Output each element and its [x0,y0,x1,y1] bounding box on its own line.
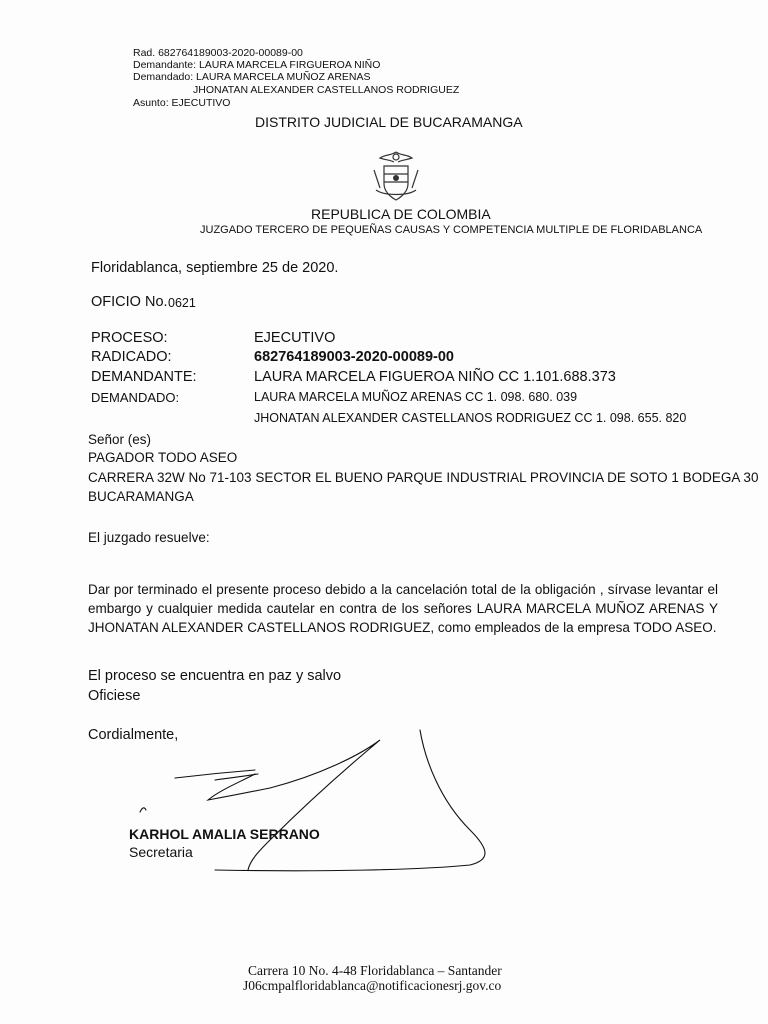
radicado-value: 682764189003-2020-00089-00 [254,349,454,365]
colombia-coat-of-arms-icon [360,148,432,206]
header-demandante: Demandante: LAURA MARCELA FIRGUEROA NIÑO [133,59,381,71]
court-name: JUZGADO TERCERO DE PEQUEÑAS CAUSAS Y COMPETENCIA MULTIPLE DE FLORIDABLANCA [200,224,703,236]
footer-email: J06cmpalfloridablanca@notificacionesrj.gov.co [243,978,502,993]
header-rad: Rad. 682764189003-2020-00089-00 [133,47,303,59]
recipient-address: CARRERA 32W No 71-103 SECTOR EL BUENO PARQUE INDUSTRIAL PROVINCIA DE SOTO 1 BODEGA 30 [88,470,759,485]
oficiese-line: Oficiese [88,688,141,704]
paz-salvo-line: El proceso se encuentra en paz y salvo [88,668,342,684]
recipient-name: PAGADOR TODO ASEO [88,450,238,465]
district-title: DISTRITO JUDICIAL DE BUCARAMANGA [255,114,523,130]
proceso-label: PROCESO: [91,330,168,346]
demandante-value: LAURA MARCELA FIGUEROA NIÑO CC 1.101.688.373 [254,369,616,385]
republic-title: REPUBLICA DE COLOMBIA [311,206,491,222]
resolve-heading: El juzgado resuelve: [88,530,210,545]
resolution-paragraph: Dar por terminado el presente proceso debido a la cancelación total de la obligación , sírvase levantar el embargo y cualquier medida cautelar en contra de los señores LAURA MARCELA MUÑOZ ARENAS Y JHONATAN ALEXANDER CASTELLANOS RODRIGUEZ, como empleados de la empresa TODO ASEO. [88,582,718,635]
demandante-label: DEMANDANTE: [91,369,197,385]
document-date: Floridablanca, septiembre 25 de 2020. [91,260,339,276]
recipient-city: BUCARAMANGA [88,489,194,504]
signer-title: Secretaria [129,844,193,860]
header-demandado: Demandado: LAURA MARCELA MUÑOZ ARENAS [133,71,371,83]
radicado-label: RADICADO: [91,349,172,365]
footer-address: Carrera 10 No. 4-48 Floridablanca – Santander [248,963,502,978]
demandado-value-1: LAURA MARCELA MUÑOZ ARENAS CC 1. 098. 680. 039 [254,390,578,404]
oficio-label: OFICIO No. [91,294,168,310]
signer-name: KARHOL AMALIA SERRANO [129,826,320,842]
recipient-salutation: Señor (es) [88,432,152,447]
demandado-label: DEMANDADO: [91,390,180,405]
oficio-number: 0621 [168,296,196,310]
header-demandado-2: JHONATAN ALEXANDER CASTELLANOS RODRIGUEZ [193,84,460,96]
proceso-value: EJECUTIVO [254,330,336,346]
handwritten-signature [120,720,520,890]
header-asunto: Asunto: EJECUTIVO [133,97,231,109]
closing-line: Cordialmente, [88,727,179,743]
demandado-value-2: JHONATAN ALEXANDER CASTELLANOS RODRIGUEZ CC 1. 098. 655. 820 [254,411,687,425]
